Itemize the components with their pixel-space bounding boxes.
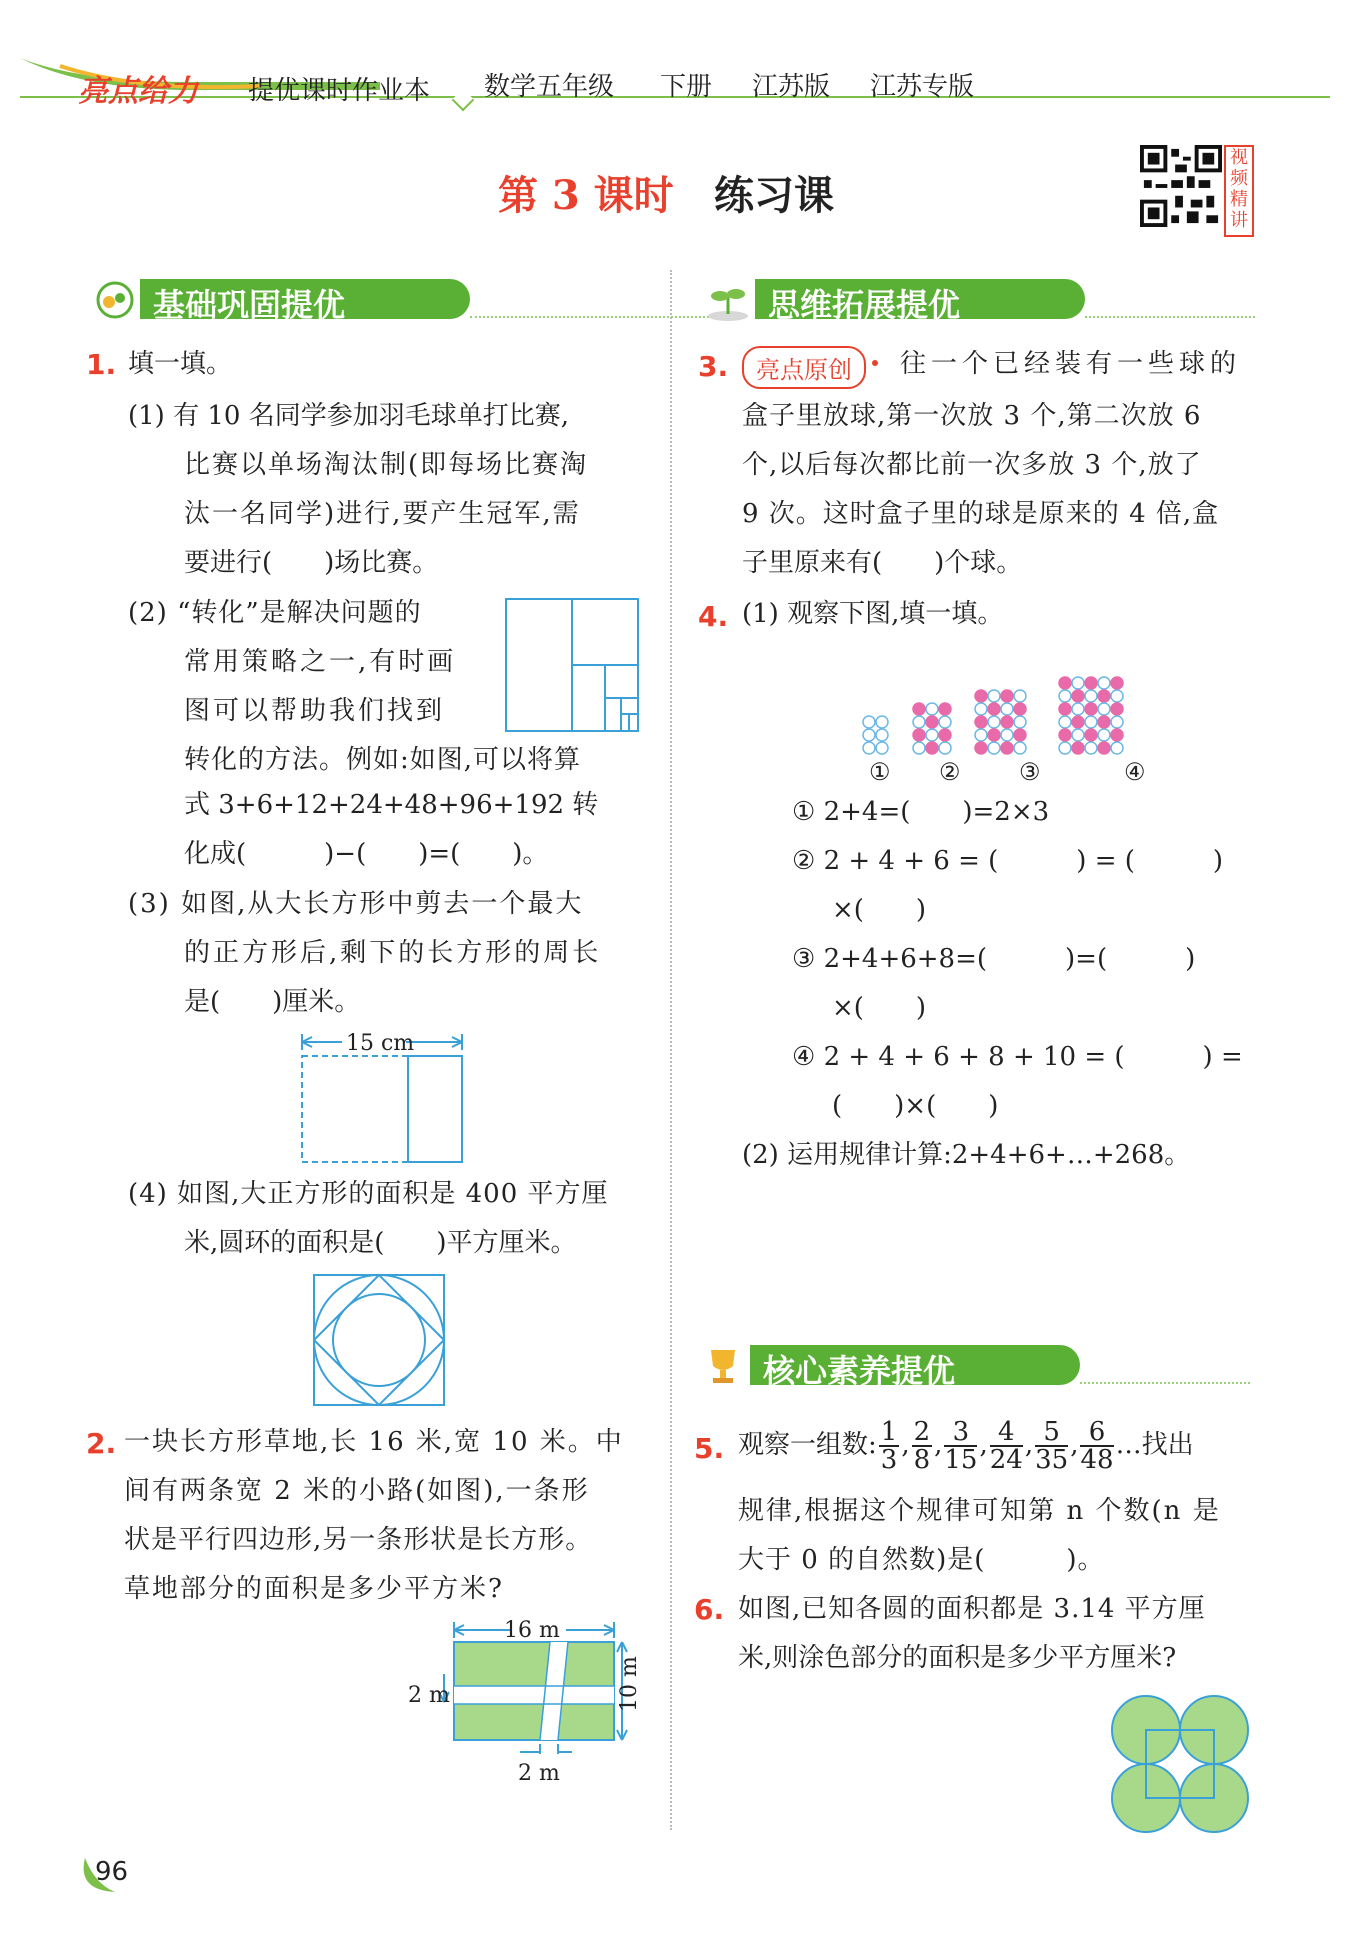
ball xyxy=(1111,729,1123,741)
page-number: 96 xyxy=(95,1857,129,1887)
ball xyxy=(1014,716,1026,728)
ball xyxy=(863,716,875,728)
ball xyxy=(988,716,1000,728)
q3-line: 往一个已经装有一些球的 xyxy=(900,349,1242,379)
header-volume: 下册 xyxy=(660,72,713,102)
figure-label: ① xyxy=(869,758,891,784)
q1-p2-line: 转化的方法。例如:如图,可以将算 xyxy=(184,745,582,775)
ball xyxy=(988,703,1000,715)
q1-p1-line: 比赛以单场淘汰制(即每场比赛淘 xyxy=(184,450,589,480)
ball xyxy=(926,703,938,715)
ball xyxy=(1059,729,1071,741)
q6-number: 6. xyxy=(694,1593,725,1626)
path-width-left-label: 2 m xyxy=(408,1683,450,1708)
ball xyxy=(1085,690,1097,702)
lawn-figure xyxy=(400,1612,650,1790)
qr-code-icon[interactable] xyxy=(1140,145,1222,227)
ball xyxy=(975,729,987,741)
ball xyxy=(1111,703,1123,715)
ball xyxy=(1072,716,1084,728)
ball xyxy=(1098,703,1110,715)
q1-p1-line: 汰一名同学)进行,要产生冠军,需 xyxy=(184,499,581,529)
ball-pattern-figure xyxy=(862,644,1192,784)
lawn-width-label: 10 m xyxy=(617,1656,642,1712)
ball xyxy=(876,729,888,741)
ball xyxy=(1001,742,1013,754)
q5-line: 规律,根据这个规律可知第 n 个数(n 是 xyxy=(738,1496,1221,1526)
ball xyxy=(1014,690,1026,702)
ball xyxy=(939,716,951,728)
ball xyxy=(939,742,951,754)
q5-prefix: 观察一组数: xyxy=(738,1430,877,1460)
figure-label: ② xyxy=(939,758,961,784)
rectangle-cut-figure xyxy=(298,1028,468,1164)
ball xyxy=(1111,690,1123,702)
q1-p1-line: (1) 有 10 名同学参加羽毛球单打比赛, xyxy=(128,401,569,431)
ball xyxy=(1001,690,1013,702)
q6-line: 米,则涂色部分的面积是多少平方厘米? xyxy=(738,1643,1177,1673)
original-badge: 亮点原创 xyxy=(742,346,866,389)
ball-groups xyxy=(863,677,1123,754)
ball xyxy=(926,729,938,741)
ball xyxy=(926,716,938,728)
ball xyxy=(1085,716,1097,728)
q1-p2-line: 式 3+6+12+24+48+96+192 转 xyxy=(184,790,599,820)
q3-line: 9 次。这时盒子里的球是原来的 4 倍,盒 xyxy=(742,499,1220,529)
q1-p2-line: 图可以帮助我们找到 xyxy=(184,696,446,726)
section-thinking xyxy=(700,276,1260,322)
q4-line: (2) 运用规律计算:2+4+6+…+268。 xyxy=(742,1140,1191,1170)
q1-p2-line: (2) “转化”是解决问题的 xyxy=(128,598,422,628)
q1-p2-line: 常用策略之一,有时画 xyxy=(184,647,457,677)
q4-line: ( )×( ) xyxy=(832,1091,999,1121)
q1-p2-line: 化成( )−( )=( )。 xyxy=(184,839,549,869)
ball xyxy=(1059,703,1071,715)
ball xyxy=(1085,742,1097,754)
fraction: $\frac{1}{3}$ xyxy=(880,1417,898,1475)
q2-number: 2. xyxy=(86,1427,117,1460)
q5-suffix: …找出 xyxy=(1115,1430,1194,1460)
ball xyxy=(1098,716,1110,728)
video-tag[interactable]: 视频精讲 xyxy=(1224,145,1254,237)
q2-line: 一块长方形草地,长 16 米,宽 10 米。中 xyxy=(124,1427,624,1457)
lawn-length-label: 16 m xyxy=(504,1618,560,1643)
ball xyxy=(939,703,951,715)
ball xyxy=(1098,690,1110,702)
ball xyxy=(863,742,875,754)
section-basic-title: 基础巩固提优 xyxy=(153,286,346,324)
ball xyxy=(1059,690,1071,702)
q1-intro: 填一填。 xyxy=(128,349,233,379)
ball xyxy=(1072,742,1084,754)
fraction: $\frac{3}{15}$ xyxy=(944,1417,978,1475)
ball xyxy=(863,729,875,741)
sprout-icon xyxy=(700,276,756,322)
q1-p4-line: (4) 如图,大正方形的面积是 400 平方厘 xyxy=(128,1179,609,1209)
ball xyxy=(1098,742,1110,754)
ball xyxy=(1072,703,1084,715)
ball xyxy=(975,703,987,715)
q5-sequence xyxy=(738,1412,1194,1478)
header-notch xyxy=(452,89,475,112)
q2-line: 状是平行四边形,另一条形状是长方形。 xyxy=(124,1525,593,1555)
ball xyxy=(1085,703,1097,715)
header-subject: 数学五年级 xyxy=(484,72,615,102)
ball xyxy=(1085,677,1097,689)
section-core-title: 核心素养提优 xyxy=(763,1352,956,1390)
q1-p3-line: 是( )厘米。 xyxy=(184,987,361,1017)
q5-line: 大于 0 的自然数)是( )。 xyxy=(738,1545,1105,1575)
ball xyxy=(1001,703,1013,715)
ball xyxy=(1059,716,1071,728)
ball xyxy=(1098,729,1110,741)
gear-icon xyxy=(85,276,141,322)
q2-line: 草地部分的面积是多少平方米? xyxy=(124,1574,504,1604)
q4-line: ③ 2+4+6+8=( )=( ) xyxy=(792,944,1196,974)
fraction: $\frac{6}{48}$ xyxy=(1080,1417,1114,1475)
ball xyxy=(876,742,888,754)
header-special: 江苏专版 xyxy=(870,72,975,102)
ball xyxy=(939,729,951,741)
ball xyxy=(988,729,1000,741)
q4-line: ① 2+4=( )=2×3 xyxy=(792,797,1050,827)
q4-number: 4. xyxy=(698,600,729,633)
ball xyxy=(1085,729,1097,741)
ball xyxy=(1098,677,1110,689)
ball xyxy=(876,716,888,728)
ball xyxy=(926,742,938,754)
ball xyxy=(1014,729,1026,741)
q4-line: ×( ) xyxy=(832,993,927,1023)
column-divider xyxy=(670,270,672,1830)
q1-p4-line: 米,圆环的面积是( )平方厘米。 xyxy=(184,1228,577,1258)
ball xyxy=(1072,729,1084,741)
q1-p1-line: 要进行( )场比赛。 xyxy=(184,548,439,578)
badge-dot xyxy=(872,360,878,366)
halving-squares-figure xyxy=(505,598,641,734)
ball xyxy=(975,742,987,754)
ball xyxy=(913,703,925,715)
ball xyxy=(1111,677,1123,689)
ball xyxy=(913,729,925,741)
q3-line: 个,以后每次都比前一次多放 3 个,放了 xyxy=(742,450,1202,480)
ball xyxy=(1111,716,1123,728)
q3-line: 子里原来有( )个球。 xyxy=(742,548,1023,578)
ball xyxy=(975,690,987,702)
ball xyxy=(1014,703,1026,715)
lesson-number: 第 3 课时 xyxy=(498,172,674,219)
fraction: $\frac{2}{8}$ xyxy=(913,1417,931,1475)
ball xyxy=(1014,742,1026,754)
fraction: $\frac{4}{24}$ xyxy=(989,1417,1023,1475)
ball xyxy=(913,742,925,754)
ball xyxy=(1001,729,1013,741)
q1-p3-line: (3) 如图,从大长方形中剪去一个最大 xyxy=(128,889,584,919)
lesson-name: 练习课 xyxy=(714,172,834,219)
q4-line: ② 2 + 4 + 6 = ( ) = ( ) xyxy=(792,846,1224,876)
width-label-15cm: 15 cm xyxy=(346,1031,415,1056)
ball xyxy=(1072,677,1084,689)
four-circles-figure xyxy=(1110,1694,1250,1834)
q4-line: ④ 2 + 4 + 6 + 8 + 10 = ( ) = xyxy=(792,1042,1243,1072)
figure-label: ③ xyxy=(1019,758,1041,784)
section-basic xyxy=(85,276,645,322)
ball xyxy=(913,716,925,728)
q2-line: 间有两条宽 2 米的小路(如图),一条形 xyxy=(124,1476,590,1506)
figure-label: ④ xyxy=(1124,758,1146,784)
brand-logo: 亮点给力 xyxy=(78,74,198,109)
q1-number: 1. xyxy=(86,348,117,381)
q5-number: 5. xyxy=(694,1432,725,1465)
ball xyxy=(1111,742,1123,754)
section-thinking-title: 思维拓展提优 xyxy=(768,286,961,324)
ball xyxy=(975,716,987,728)
fraction-sequence: $\frac{1}{3}$ , $\frac{2}{8}$ , $\frac{3}{15}$ , $\frac{4}{24}$ , $\frac{5}{35}$ , $\frac{6}{48}$ xyxy=(880,1417,1114,1475)
section-core xyxy=(695,1342,1255,1388)
q1-p3-line: 的正方形后,剩下的长方形的周长 xyxy=(184,938,602,968)
header-edition: 江苏版 xyxy=(752,72,831,102)
path-width-bottom-label: 2 m xyxy=(518,1761,560,1786)
ball xyxy=(988,690,1000,702)
q4-line: ×( ) xyxy=(832,895,927,925)
ball xyxy=(1072,690,1084,702)
q3-number: 3. xyxy=(698,350,729,383)
q4-intro: (1) 观察下图,填一填。 xyxy=(742,599,1004,629)
annulus-figure xyxy=(312,1273,448,1409)
trophy-icon xyxy=(695,1342,751,1388)
fraction: $\frac{5}{35}$ xyxy=(1035,1417,1069,1475)
q6-line: 如图,已知各圆的面积都是 3.14 平方厘 xyxy=(738,1594,1206,1624)
ball xyxy=(1059,742,1071,754)
q3-line: 盒子里放球,第一次放 3 个,第二次放 6 xyxy=(742,401,1202,431)
brand-subtitle: 提优课时作业本 xyxy=(248,76,431,106)
ball xyxy=(988,742,1000,754)
ball xyxy=(1001,716,1013,728)
ball xyxy=(1059,677,1071,689)
